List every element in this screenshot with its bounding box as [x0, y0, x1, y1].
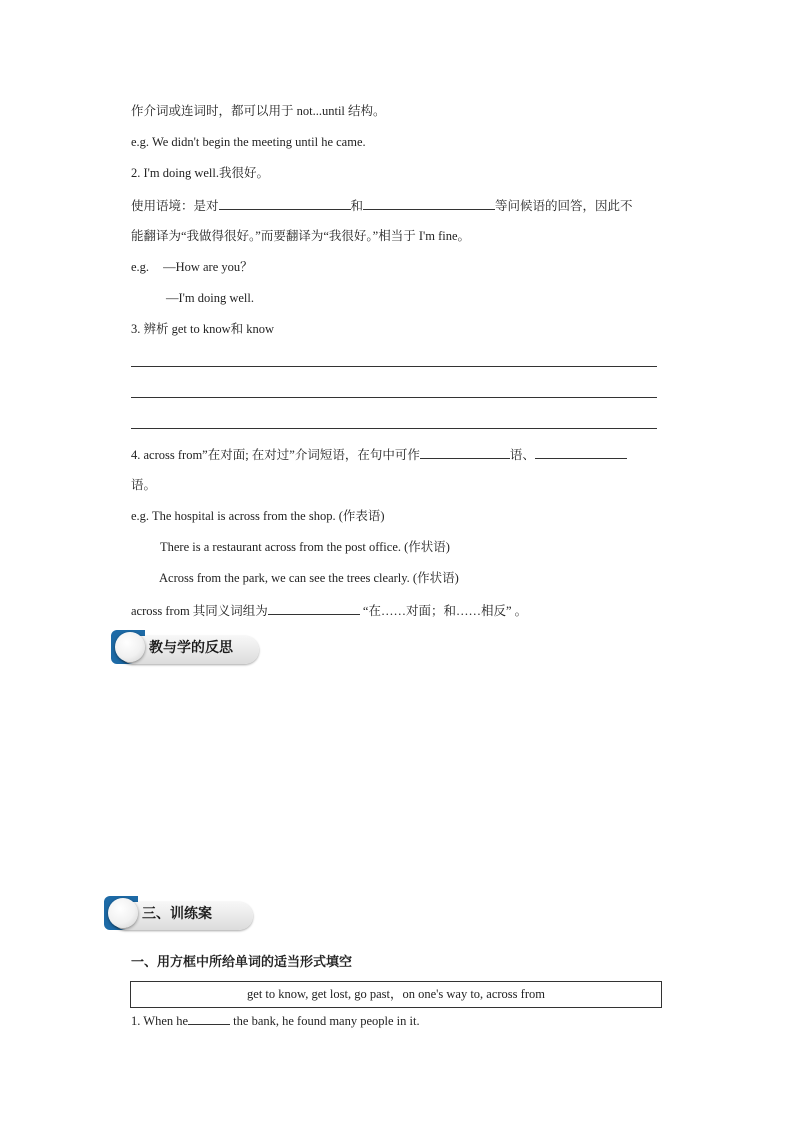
answer-rule[interactable] — [131, 397, 657, 398]
text-line: 能翻译为“我做得很好。”而要翻译为“我很好。”相当于 I'm fine。 — [131, 229, 471, 243]
dialogue-line: —I'm doing well. — [166, 291, 255, 305]
section-title: 教与学的反思 — [149, 640, 233, 656]
fill-blank[interactable] — [219, 196, 351, 210]
example-line: e.g. We didn't begin the meeting until he came. — [131, 135, 366, 149]
example-line: There is a restaurant across from the post office. (作状语) — [160, 540, 450, 554]
point-4-mid: 语、 — [509, 448, 535, 462]
fill-blank[interactable] — [188, 1011, 230, 1025]
and-text: 和 — [350, 199, 364, 213]
synonym-text: across from 其同义词组为 — [131, 604, 268, 618]
context-label: 使用语境：是对 — [131, 199, 219, 213]
answer-rule[interactable] — [131, 428, 657, 429]
example-line — [131, 259, 253, 275]
fill-blank[interactable] — [535, 445, 627, 459]
fill-blank[interactable] — [420, 445, 510, 459]
circle-icon — [115, 632, 145, 662]
exercise-heading: 一、用方框中所给单词的适当形式填空 — [131, 955, 353, 970]
point-2-heading: 2. I'm doing well.我很好。 — [131, 166, 270, 180]
eg-label: e.g. — [131, 260, 150, 274]
synonym-line — [131, 601, 527, 619]
point-4-text: 4. across from”在对面; 在对过”介词短语，在句中可作 — [131, 448, 420, 462]
fill-blank[interactable] — [363, 196, 495, 210]
circle-icon — [108, 898, 138, 928]
context-line — [131, 196, 633, 214]
example-line: Across from the park, we can see the trees clearly. (作状语) — [159, 571, 459, 585]
context-tail: 等问候语的回答，因此不 — [495, 199, 633, 213]
text-line: 作介词或连词时，都可以用于 not...until 结构。 — [131, 104, 386, 118]
word-box-text: get to know, get lost, go past，on one's way to, across from — [247, 987, 545, 1001]
answer-rule[interactable] — [131, 366, 657, 367]
point-4-line — [131, 445, 627, 463]
dialogue-line: —How are you？ — [163, 260, 253, 274]
point-3-heading: 3. 辨析 get to know和 know — [131, 322, 275, 336]
question-tail: the bank, he found many people in it. — [230, 1014, 420, 1028]
text-line: 语。 — [131, 478, 157, 492]
question-text: 1. When he — [131, 1014, 189, 1028]
word-box — [130, 981, 662, 1008]
section-title: 三、训练案 — [142, 906, 212, 922]
synonym-tail: “在……对面；和……相反” 。 — [359, 604, 528, 618]
fill-blank[interactable] — [268, 601, 360, 615]
example-line: e.g. The hospital is across from the shop. (作表语) — [131, 509, 385, 523]
question-1 — [131, 1011, 420, 1029]
